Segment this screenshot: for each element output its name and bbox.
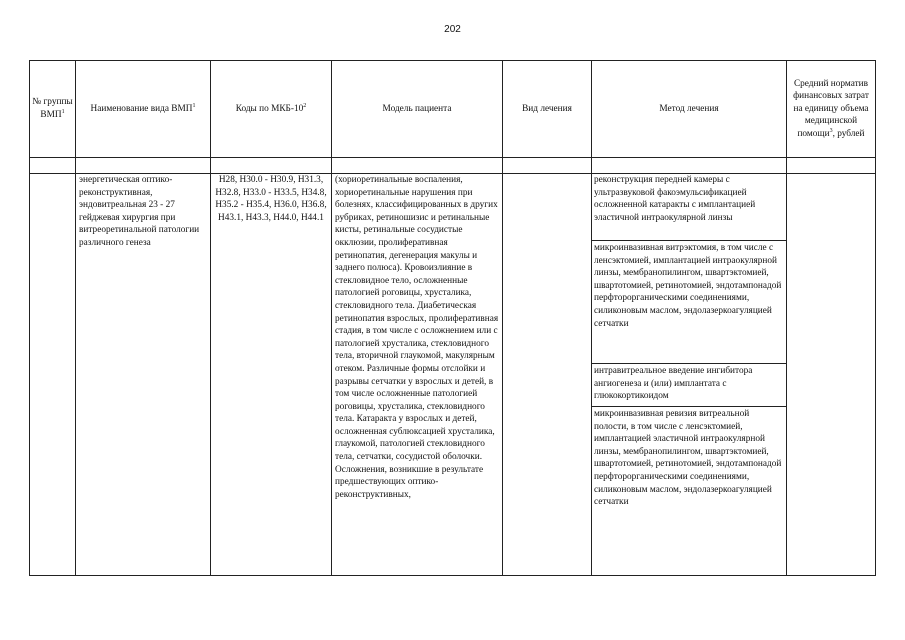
header-mkb-codes: Коды по МКБ-$10^2$: [235, 102, 307, 114]
method-item: микроинвазивная ревизия витреальной полости, в том числе с ленсэктомией, имплантацией эластичной интраокулярной линзы, мембранопилингом, швартэктомией, швартотомией, ретинотомией, эндотампонадой перфторорганическими соединениями, силиконовым маслом, эндолазеркоагуляцией сетчатки: [594, 409, 782, 508]
header-patient-model: Модель пациента: [382, 103, 452, 114]
cell-patient-model: (хориоретинальные воспаления, хориоретинальные нарушения при болезнях, классифицированных в других рубриках, ретиношизис и ретинальные кисты, ретинальные сосудистые окклюзии, пролиферативная ретинопатия, дегенерация макулы и заднего полюса). Кровоизлияние в стекловидное тело, осложненные патологией роговицы, хрусталика, стекловидного тела. Диабетическая ретинопатия взрослых, пролиферативная стадия, в том числе с осложнением или с патологией хрусталика, стекловидного тела, вторичной глаукомой, макулярным отеком. Различные формы отслойки и разрывы сетчатки у взрослых и детей, в том числе осложненные патологией роговицы, хрусталика, стекловидного тела. Катаракта у взрослых и детей, осложненная сублюксацией хрусталика, глаукомой, патологией стекловидного тела, сетчатки, сосудистой оболочки. Осложнения, возникшие в результате предшествующих оптико-реконструктивных,: [335, 175, 499, 500]
header-treatment-type: Вид лечения: [522, 103, 572, 114]
page-number: 202: [444, 24, 461, 35]
header-group-no: № группы ВМП$^1$: [32, 97, 73, 120]
cell-vmp-name: энергетическая оптико-реконструктивная, эндовитреальная 23 - 27 гейджевая хирургия при витреоретинальной патологии различного генеза: [79, 175, 200, 248]
method-item: интравитреальное введение ингибитора ангиогенеза и (или) имплантата с глюкокортикоидом: [594, 366, 753, 402]
method-item: микроинвазивная витрэктомия, в том числе с ленсэктомией, имплантацией интраокулярной линзы, мембранопилингом, швартэктомией, швартотомией, ретинотомией, эндотампонадой перфторорганическими соединениями, силиконовым маслом, эндолазеркоагуляцией сетчатки: [594, 243, 782, 329]
header-treatment-method: Метод лечения: [659, 103, 719, 114]
header-cost: Средний норматив финансовых затрат на единицу объема медицинской помощи$^3$, рублей: [793, 78, 869, 139]
cell-mkb-codes: H28, H30.0 - H30.9, H31.3, H32.8, H33.0 - H33.5, H34.8, H35.2 - H35.4, H36.0, H36.8, H43.1, H43.3, H44.0, H44.1: [215, 175, 327, 223]
method-item: реконструкция передней камеры с ультразвуковой факоэмульсификацией осложненной катаракты с имплантацией эластичной интраокулярной линзы: [594, 175, 756, 223]
header-vmp-name: Наименование вида ВМП$^1$: [90, 102, 196, 114]
